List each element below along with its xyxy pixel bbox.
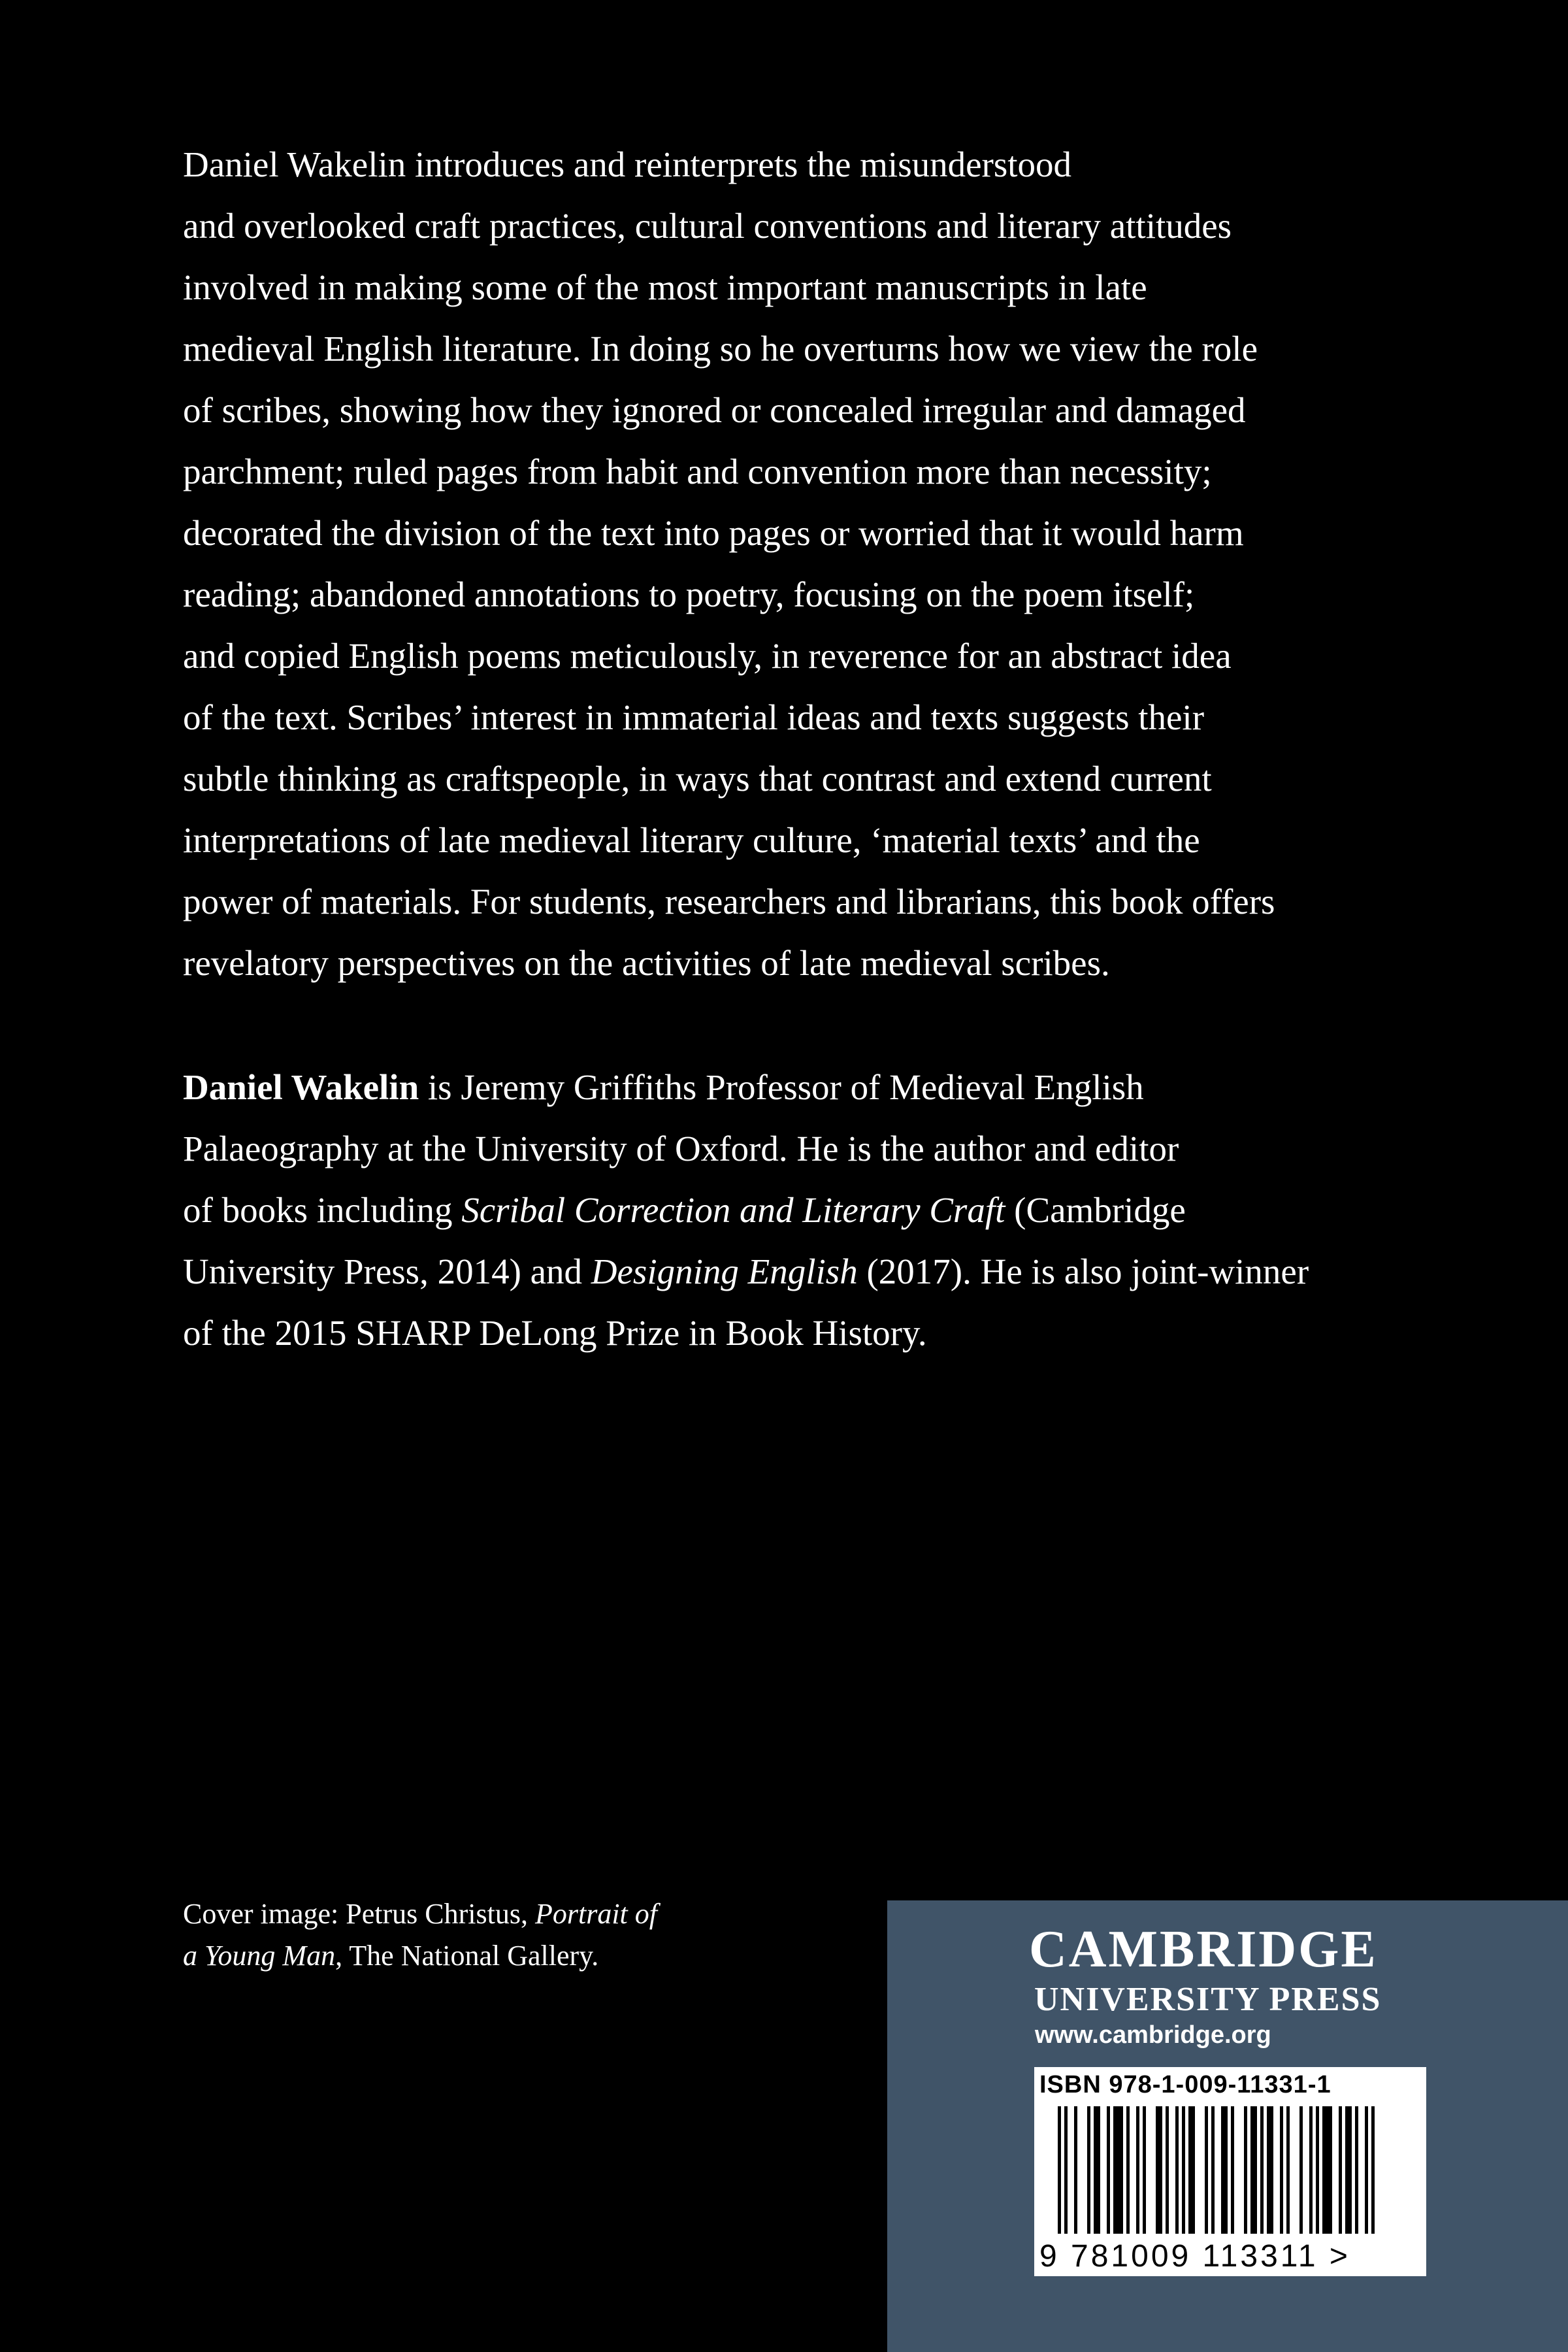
barcode-bar: [1113, 2106, 1123, 2234]
barcode-bar: [1345, 2106, 1352, 2234]
barcode-bar: [1355, 2106, 1358, 2234]
publisher-panel: [887, 1900, 1568, 2352]
book-title: Designing English: [591, 1251, 858, 1291]
credit-text: Cover image: Petrus Christus,: [183, 1898, 535, 1930]
barcode-bar: [1365, 2106, 1368, 2234]
barcode-bar: [1058, 2106, 1061, 2234]
barcode-bar: [1087, 2106, 1090, 2234]
blurb-text: [183, 134, 1411, 994]
blurb-line: reading; abandoned annotations to poetry, focusing on the poem itself;: [183, 574, 1195, 614]
barcode-bar: [1316, 2106, 1319, 2234]
barcode-bar: [1250, 2106, 1257, 2234]
blurb-line: medieval English literature. In doing so he overturns how we view the role: [183, 329, 1258, 369]
blurb-line: of scribes, showing how they ignored or concealed irregular and damaged: [183, 390, 1246, 430]
bio-text: University Press, 2014) and: [183, 1251, 591, 1291]
credit-text: , The National Gallery.: [335, 1940, 599, 1972]
barcode-bar: [1339, 2106, 1342, 2234]
barcode-bar: [1322, 2106, 1332, 2234]
publisher-name: CAMBRIDGE: [1029, 1921, 1378, 1978]
credit-line: [183, 1935, 771, 1977]
barcode-bar: [1211, 2106, 1215, 2234]
blurb-line: power of materials. For students, researchers and librarians, this book offers: [183, 882, 1275, 921]
barcode-bar: [1175, 2106, 1179, 2234]
barcode-bar: [1231, 2106, 1234, 2234]
cover-image-credit: [183, 1893, 771, 1977]
barcode-digits: 9 781009 113311 >: [1039, 2239, 1350, 2274]
publisher-subtitle: UNIVERSITY PRESS: [1034, 1981, 1382, 2018]
bio-text: (2017). He is also joint-winner: [857, 1251, 1309, 1291]
barcode-bar: [1107, 2106, 1110, 2234]
barcode-bars: [1034, 2106, 1426, 2237]
blurb-line: of the text. Scribes’ interest in immaterial ideas and texts suggests their: [183, 697, 1205, 737]
barcode-bar: [1064, 2106, 1068, 2234]
bio-line: Palaeography at the University of Oxford. He is the author and editor: [183, 1129, 1179, 1168]
barcode-bar: [1221, 2106, 1228, 2234]
blurb-line: and overlooked craft practices, cultural conventions and literary attitudes: [183, 206, 1232, 246]
barcode-bar: [1136, 2106, 1139, 2234]
barcode-bar: [1156, 2106, 1162, 2234]
blurb-line: and copied English poems meticulously, in reverence for an abstract idea: [183, 636, 1232, 676]
barcode-bar: [1267, 2106, 1273, 2234]
barcode-bar: [1260, 2106, 1264, 2234]
blurb-line: parchment; ruled pages from habit and convention more than necessity;: [183, 452, 1212, 491]
credit-line: [183, 1893, 771, 1935]
barcode-bar: [1074, 2106, 1077, 2234]
barcode-bar: [1182, 2106, 1185, 2234]
barcode-bar: [1371, 2106, 1375, 2234]
barcode-bar: [1188, 2106, 1195, 2234]
blurb-line: decorated the division of the text into pages or worried that it would harm: [183, 513, 1244, 553]
barcode-bar: [1309, 2106, 1313, 2234]
barcode-bar: [1166, 2106, 1169, 2234]
barcode-bar: [1094, 2106, 1100, 2234]
blurb-line: interpretations of late medieval literary culture, ‘material texts’ and the: [183, 820, 1200, 860]
bio-text: of books including: [183, 1190, 462, 1230]
barcode: [1034, 2067, 1426, 2276]
barcode-bar: [1280, 2106, 1283, 2234]
publisher-url: www.cambridge.org: [1035, 2021, 1271, 2049]
book-title: Scribal Correction and Literary Craft: [461, 1190, 1005, 1230]
blurb-line: revelatory perspectives on the activities of late medieval scribes.: [183, 943, 1110, 983]
artwork-title: a Young Man: [183, 1940, 336, 1972]
artwork-title: Portrait of: [534, 1898, 657, 1930]
blurb-line: subtle thinking as craftspeople, in ways that contrast and extend current: [183, 759, 1212, 799]
barcode-bar: [1244, 2106, 1247, 2234]
bio-line: [183, 1180, 1411, 1241]
barcode-bar: [1299, 2106, 1303, 2234]
isbn-label: ISBN 978-1-009-11331-1: [1039, 2071, 1331, 2098]
bio-line: [183, 1241, 1411, 1302]
bio-line: of the 2015 SHARP DeLong Prize in Book History.: [183, 1313, 927, 1353]
bio-text: (Cambridge: [1005, 1190, 1186, 1230]
barcode-bar: [1205, 2106, 1208, 2234]
barcode-bar: [1286, 2106, 1290, 2234]
barcode-bar: [1143, 2106, 1146, 2234]
blurb-line: Daniel Wakelin introduces and reinterprets the misunderstood: [183, 144, 1072, 184]
blurb-line: involved in making some of the most important manuscripts in late: [183, 267, 1147, 307]
author-bio: [183, 1057, 1411, 1364]
bio-line: [183, 1057, 1411, 1118]
barcode-bar: [1126, 2106, 1130, 2234]
bio-text: is Jeremy Griffiths Professor of Medieval English: [419, 1067, 1144, 1107]
author-name: Daniel Wakelin: [183, 1067, 419, 1107]
